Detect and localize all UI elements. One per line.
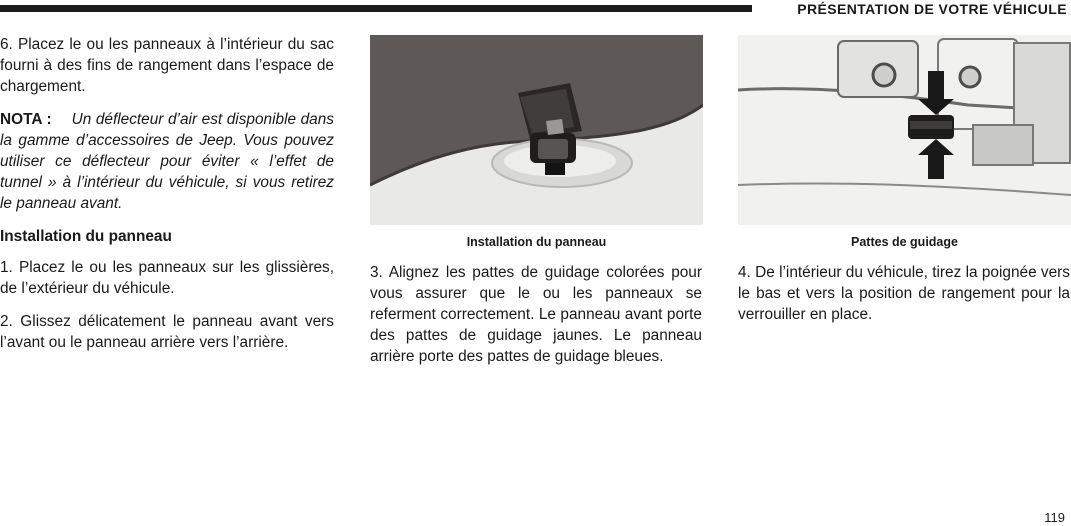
guide-tabs-photo: [738, 35, 1071, 225]
header-rule: [0, 5, 752, 12]
nota-paragraph: [0, 109, 334, 214]
left-column: [0, 34, 334, 365]
section-title: PRÉSENTATION DE VOTRE VÉHICULE: [797, 1, 1067, 17]
figure-caption-installation: Installation du panneau: [466, 235, 607, 249]
step-1-text: 1. Placez le ou les panneaux sur les glissières, de l’extérieur du véhicule.: [0, 259, 334, 297]
nota-label: NOTA :: [0, 111, 52, 128]
section-subheading: Installation du panneau: [0, 228, 172, 245]
middle-column: [370, 262, 702, 379]
step-4-text: 4. De l’intérieur du véhicule, tirez la poignée vers le bas et vers la position de rangement pour la verrouiller en place.: [738, 264, 1070, 323]
panel-installation-photo: [370, 35, 703, 225]
figure-caption-guide-tabs: Pattes de guidage: [851, 235, 958, 249]
nota-text: Un déflecteur d’air est disponible dans la gamme d’accessoires de Jeep. Vous pouvez utiliser ce déflecteur pour éviter « l’effet de tunnel » à l’intérieur du véhicule, si vous retirez le panneau avant.: [0, 111, 334, 212]
step-3-text: 3. Alignez les pattes de guidage colorées pour vous assurer que le ou les panneaux se referment correctement. Le panneau avant porte des pattes de guidage jaunes. Le panneau arrière porte des pattes de guidage bleues.: [370, 264, 702, 365]
page-number: 119: [1044, 510, 1065, 525]
step-2-text: 2. Glissez délicatement le panneau avant vers l’avant ou le panneau arrière vers l’arrière.: [0, 313, 334, 351]
step-6-text: 6. Placez le ou les panneaux à l’intérieur du sac fourni à des fins de rangement dans l’espace de chargement.: [0, 36, 334, 95]
right-column: [738, 262, 1070, 337]
